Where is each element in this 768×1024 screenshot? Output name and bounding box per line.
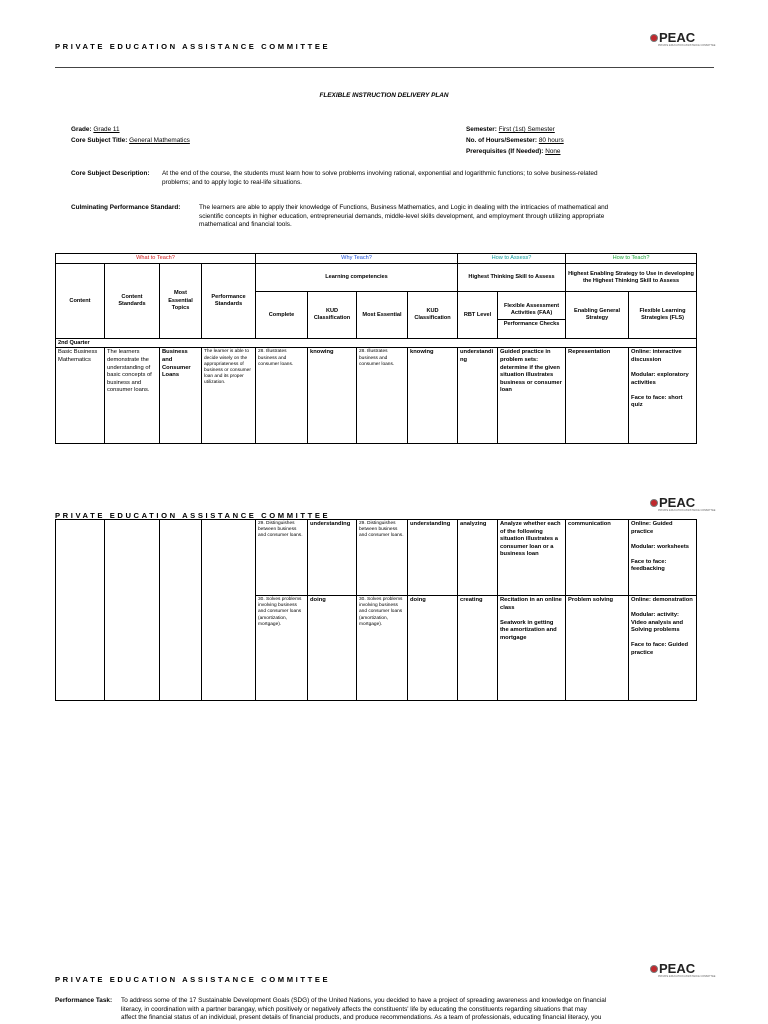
org-header-2: PRIVATE EDUCATION ASSISTANCE COMMITTEE: [55, 511, 331, 520]
kud-header-1: KUD Classification: [308, 292, 357, 339]
row1-enabling: Representation: [566, 348, 629, 444]
row2-content-empty: [56, 520, 105, 701]
row2-performance-empty: [202, 520, 256, 701]
row1-rbt: understanding: [458, 348, 498, 444]
how-to-assess-header: How to Assess?: [458, 254, 566, 264]
row1-essential: 28. Illustrates business and consumer loans.: [357, 348, 408, 444]
desc-label: Core Subject Description:: [71, 170, 150, 177]
row1-fls: Online: interactive discussion Modular: exploratory activities Face to face: short quiz: [629, 348, 697, 444]
row2-fls: Online: Guided practice Modular: worksheets Face to face: feedbacking: [629, 520, 697, 596]
row1-performance-standards: The learner is able to decide wisely on the appropriateness of business or consumer loan and its proper utilization.: [202, 348, 256, 444]
content-standards-header: Content Standards: [105, 264, 160, 339]
logo-seal-icon: [650, 499, 658, 507]
how-to-teach-header: How to Teach?: [566, 254, 697, 264]
complete-header: Complete: [256, 292, 308, 339]
what-to-teach-header: What to Teach?: [56, 254, 256, 264]
row3-enabling: Problem solving: [566, 596, 629, 701]
plan-table-2: [55, 519, 697, 701]
row1-kud1: knowing: [308, 348, 357, 444]
logo-subtext: PRIVATE EDUCATION ASSISTANCE COMMITTEE: [658, 44, 716, 47]
kud-header-2: KUD Classification: [408, 292, 458, 339]
most-essential-header: Most Essential: [357, 292, 408, 339]
performance-task-text: To address some of the 17 Sustainable Development Goals (SDG) of the United Nations, you decided to have a project of spreading awareness and knowledge on financial literacy, in coordination with a partner barangay, which positively or negatively affects the constituents' life by educating the constituents regarding situations that may affect the financial status of an individual, present details of financial products, and produce recommendations. As a team of professionals, educating financial literacy, you: [121, 997, 607, 1021]
row1-complete: 28. Illustrates business and consumer loans.: [256, 348, 308, 444]
row2-standards-empty: [105, 520, 160, 701]
row2-topics-empty: [160, 520, 202, 701]
logo-seal-icon: [650, 34, 658, 42]
peac-logo: PEAC: [650, 30, 695, 45]
rbt-level-header: RBT Level: [458, 292, 498, 339]
enabling-strategy-header: Enabling General Strategy: [566, 292, 629, 339]
row3-kud1: doing: [308, 596, 357, 701]
hours-line: No. of Hours/Semester: 80 hours: [466, 137, 564, 144]
doc-title: FLEXIBLE INSTRUCTION DELIVERY PLAN: [319, 92, 449, 99]
row2-essential: 29. Distinguishes between business and consumer loans.: [357, 520, 408, 596]
row1-kud2: knowing: [408, 348, 458, 444]
fls-header: Flexible Learning Strategies (FLS): [629, 292, 697, 339]
why-teach-header: Why Teach?: [256, 254, 458, 264]
subject-line: Core Subject Title: General Mathematics: [71, 137, 190, 144]
row1-faa: Guided practice in problem sets: determine if the given situation illustrates business or consumer loan: [498, 348, 566, 444]
performance-task-label: Performance Task:: [55, 997, 113, 1004]
essential-topics-header: Most Essential Topics: [160, 264, 202, 339]
prereq-line: Prerequisites (If Needed): None: [466, 148, 561, 155]
header-divider: [55, 67, 714, 68]
logo-subtext-2: PRIVATE EDUCATION ASSISTANCE COMMITTEE: [658, 509, 716, 512]
row1-topics: Business and Consumer Loans: [160, 348, 202, 444]
highest-thinking-skill-header: Highest Thinking Skill to Assess: [458, 264, 566, 292]
semester-line: Semester: First (1st) Semester: [466, 126, 555, 133]
row2-faa: Analyze whether each of the following situation illustrates a consumer loan or a business loan: [498, 520, 566, 596]
row3-kud2: doing: [408, 596, 458, 701]
plan-table-1: [55, 253, 697, 444]
row3-complete: 30. Solves problems involving business and consumer loans (amortization, mortgage).: [256, 596, 308, 701]
highest-enabling-strategy-header: Highest Enabling Strategy to Use in developing the Highest Thinking Skill to Assess: [566, 264, 697, 292]
row2-kud2: understanding: [408, 520, 458, 596]
logo-subtext-3: PRIVATE EDUCATION ASSISTANCE COMMITTEE: [658, 975, 716, 978]
row2-complete: 29. Distinguishes between business and consumer loans.: [256, 520, 308, 596]
desc-text: At the end of the course, the students must learn how to solve problems involving rational, exponential and logarithmic functions; to solve business-related problems; and to apply logic to real-life situations.: [162, 170, 598, 186]
row2-enabling: communication: [566, 520, 629, 596]
org-header-3: PRIVATE EDUCATION ASSISTANCE COMMITTEE: [55, 975, 331, 984]
row3-rbt: creating: [458, 596, 498, 701]
quarter-label: 2nd Quarter: [56, 339, 697, 348]
peac-logo-3: PEAC: [650, 961, 695, 976]
peac-logo-2: PEAC: [650, 495, 695, 510]
row3-faa: Recitation in an online class Seatwork in getting the amortization and mortgage: [498, 596, 566, 701]
org-header: PRIVATE EDUCATION ASSISTANCE COMMITTEE: [55, 42, 331, 51]
row2-kud1: understanding: [308, 520, 357, 596]
row2-rbt: analyzing: [458, 520, 498, 596]
row3-essential: 30. Solves problems involving business and consumer loans (amortization, mortgage).: [357, 596, 408, 701]
logo-seal-icon: [650, 965, 658, 973]
cps-text: The learners are able to apply their knowledge of Functions, Business Mathematics, and Logic in dealing with the intricacies of mathematical and scientific concepts in higher education, entrepreneurial demands, middle-level skills development, and employment through utilizing appropriate mathematical and financial tools.: [199, 204, 609, 228]
performance-standards-header: Performance Standards: [202, 264, 256, 339]
learning-competencies-header: Learning competencies: [256, 264, 458, 292]
cps-label: Culminating Performance Standard:: [71, 204, 181, 211]
row1-content: Basic Business Mathematics: [56, 348, 105, 444]
faa-header: Flexible Assessment Activities (FAA) Performance Checks: [498, 292, 566, 339]
grade-line: Grade: Grade 11: [71, 126, 120, 133]
content-header: Content: [56, 264, 105, 339]
row1-content-standards: The learners demonstrate the understanding of basic concepts of business and consumer loans.: [105, 348, 160, 444]
row3-fls: Online: demonstration Modular: activity: Video analysis and Solving problems Face to face: Guided practice: [629, 596, 697, 701]
